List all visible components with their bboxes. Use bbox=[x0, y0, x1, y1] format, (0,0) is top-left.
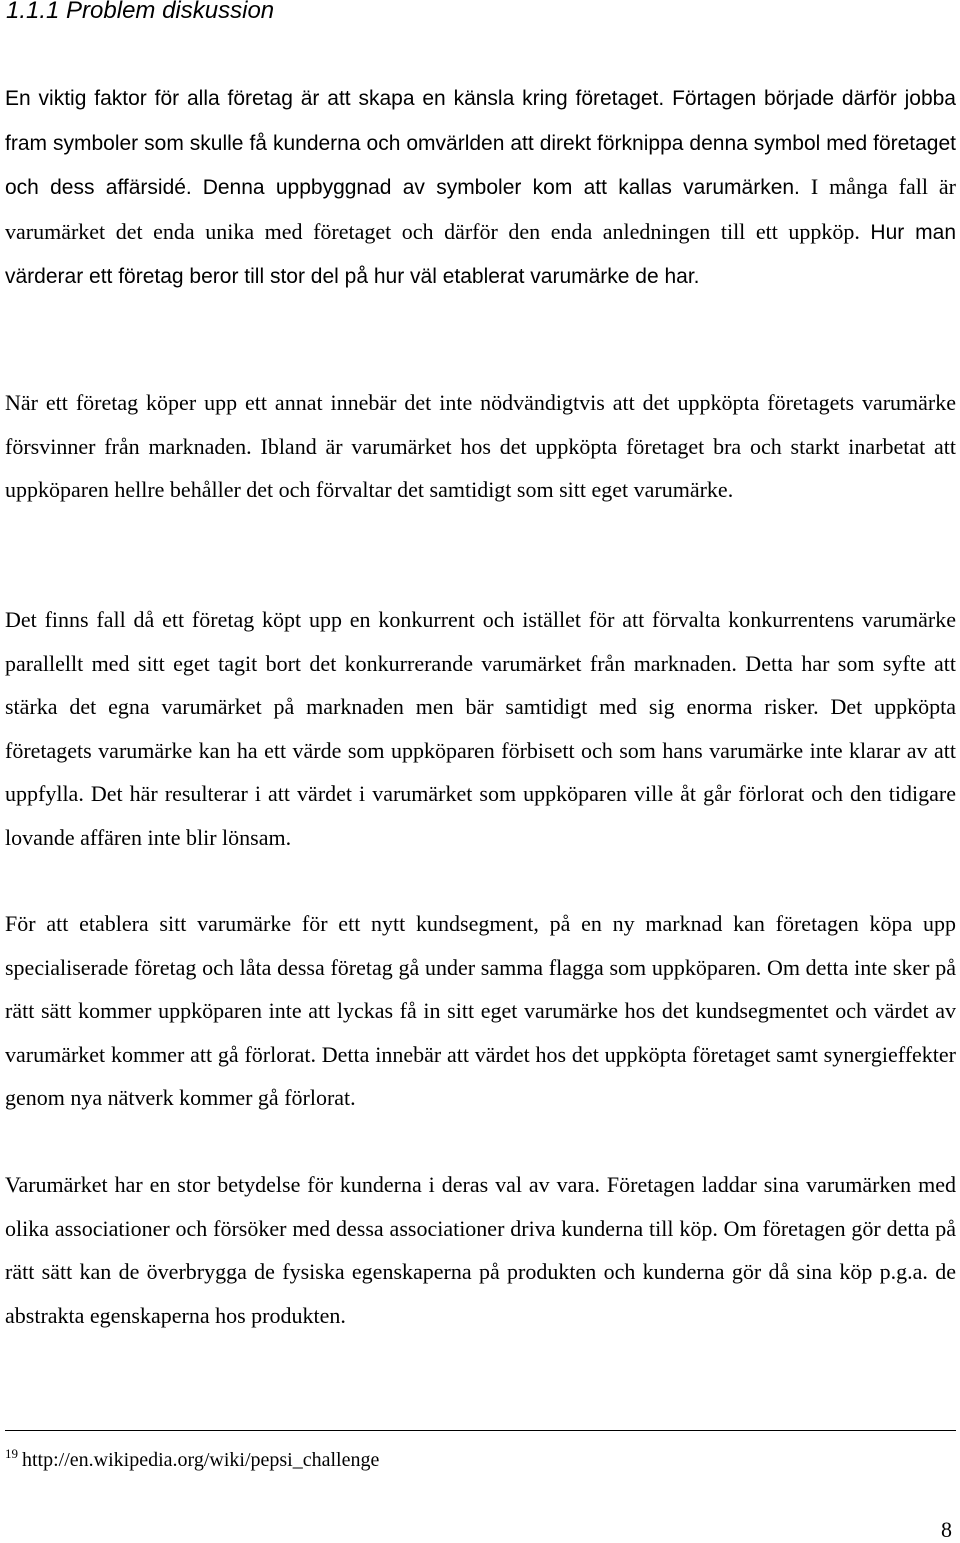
footnote bbox=[5, 1441, 379, 1473]
footnote-separator bbox=[5, 1430, 956, 1431]
footnote-link[interactable]: http://en.wikipedia.org/wiki/pepsi_challenge bbox=[22, 1449, 380, 1471]
footnote-number: 19 bbox=[5, 1446, 18, 1461]
paragraph-1-serif-text: I många fall är varumärket det enda unika med företaget och därför den enda anledningen till ett uppköp. bbox=[5, 174, 957, 244]
paragraph-1 bbox=[5, 76, 956, 299]
paragraph-4: För att etablera sitt varumärke för ett nytt kundsegment, på en ny marknad kan företagen köpa upp specialiserade företag och låta dessa företag gå under samma flagga som uppköparen. Om detta inte sker på rätt sätt kommer uppköparen inte att lyckas få in sitt eget varumärke hos det kundsegmentet och värdet av varumärket kommer att gå förlorat. Detta innebär att värdet hos det uppköpta företaget samt synergieffekter genom nya nätverk kommer gå förlorat. bbox=[5, 911, 956, 1111]
paragraph-2: När ett företag köper upp ett annat innebär det inte nödvändigtvis att det uppköpta företagets varumärke försvinner från marknaden. Ibland är varumärket hos det uppköpta företaget bra och starkt inarbetat att uppköparen hellre behåller det och förvaltar det samtidigt som sitt eget varumärke. bbox=[5, 390, 956, 503]
paragraph-1-sans-text-2: Denna uppbyggnad av symboler kom att kallas varumärken. bbox=[202, 176, 800, 200]
paragraph-1-sans-tail: Hur man värderar ett företag beror till stor del på hur väl etablerat varumärke de har. bbox=[5, 220, 956, 289]
paragraph-1-sans-text: En viktig faktor för alla företag är att skapa en känsla kring företaget. Förtagen började därför jobba fram symboler som skulle få kunderna och omvärlden att direkt förknippa denna symbol med företaget och dess affärsidé. bbox=[5, 87, 956, 200]
page-number: 8 bbox=[941, 1517, 952, 1542]
section-heading: 1.1.1 Problem diskussion bbox=[6, 0, 275, 24]
paragraph-3: Det finns fall då ett företag köpt upp en konkurrent och istället för att förvalta konkurrentens varumärke parallellt med sitt eget tagit bort det konkurrerande varumärket från marknaden. Detta har som syfte att stärka det egna varumärket på marknaden men bär samtidigt med sig enorma risker. Det uppköpta företagets varumärke kan ha ett värde som uppköparen förbisett och som hans varumärke inte klarar av att uppfylla. Det här resulterar i att värdet i varumärket som uppköparen ville åt går förlorat och den tidigare lovande affären inte blir lönsam. bbox=[5, 607, 956, 850]
paragraph-5: Varumärket har en stor betydelse för kunderna i deras val av vara. Företagen laddar sina varumärken med olika associationer och försöker med dessa associationer driva kunderna till köp. Om företagen gör detta på rätt sätt kan de överbrygga de fysiska egenskaperna på produkten och kunderna gör då sina köp p.g.a. de abstrakta egenskaperna hos produkten. bbox=[5, 1172, 956, 1328]
